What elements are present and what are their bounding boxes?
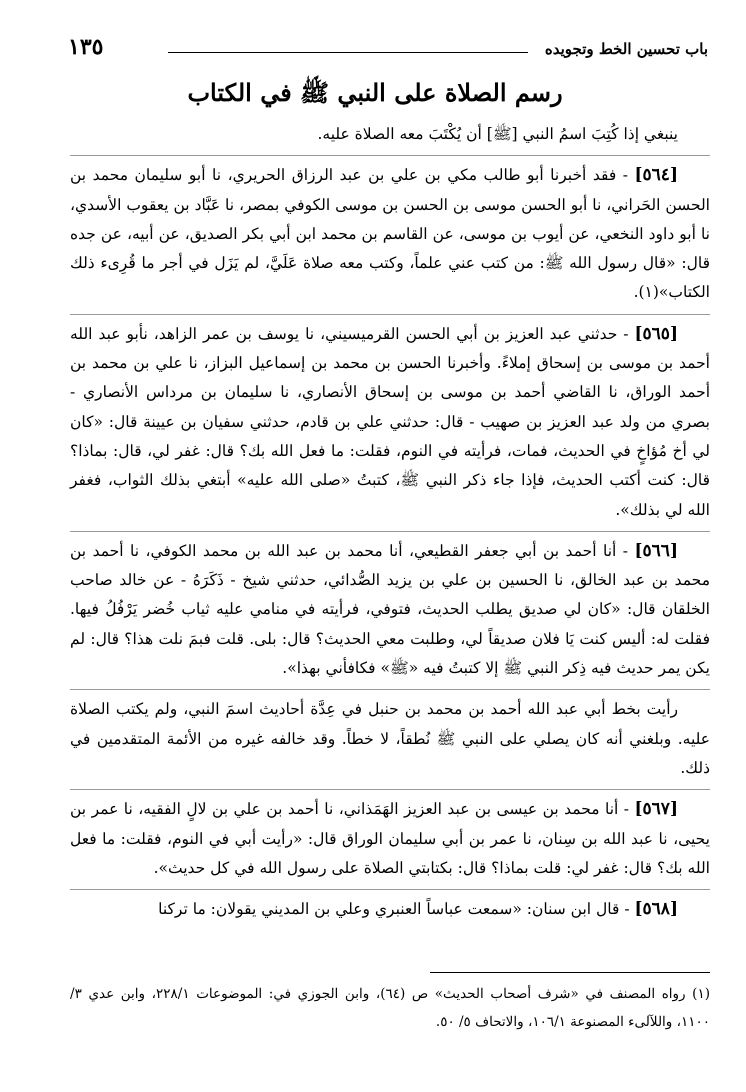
paragraph-number: [٥٦٨] xyxy=(634,899,678,920)
footnotes xyxy=(70,980,710,1036)
section-title: رسم الصلاة على النبي ﷺ في الكتاب xyxy=(187,78,563,107)
paragraph-text: - حدثني عبد العزيز بن أبي الحسن القرميسيني، نا يوسف بن عمر الزاهد، نأبو عبد الله أحمد بن موسى بن إسحاق إملاءً. وأخبرنا الحسن بن محمد بن إسماعيل البزاز، نا علي بن محمد بن أحمد الوراق، نا القاضي أحمد بن موسى بن إسحاق الأنصاري، نا سليمان بن مرداس الأنصاري - بصري من ولد عبد العزيز بن صهيب - قال: حدثني علي بن قادم، حدثني سفيان بن عيينة قال: «كان لي أخ مُؤاخٍ في الحديث، فمات، فرأيته في النوم، فقلت: ما فعل الله بك؟ قال: غفر لي، قال: بماذا؟ قال: كنت أكتب الحديث، فإذا جاء ذكر النبي ﷺ، كتبتُ «صلى الله عليه» أبتغي بذلك الثواب، فغفر الله لي بذلك». xyxy=(70,324,710,519)
page-number: ١٣٥ xyxy=(68,34,104,60)
hadith-564 xyxy=(70,155,710,307)
paragraph-text: - فقد أخبرنا أبو طالب مكي بن علي بن عبد الرزاق الحريري، نا أبو سليمان محمد بن الحسن الحَراني، نا أبو الحسن موسى بن الحسن بن موسى الكوفي بمصر، نا عَبَّاد بن يعقوب الأسدي، نا أبو داود النخعي، عن أيوب بن موسى، عن القاسم بن محمد ابن أبي بكر الصديق، عن أبيه، عن جده قال: «قال رسول الله ﷺ: من كتب عني علماً، وكتب معه صلاة عَلَيَّ، لم يَزَل في أجر ما قُرِىء ذلك الكتاب»(١). xyxy=(70,166,710,302)
running-header xyxy=(68,34,708,64)
running-title: باب تحسين الخط وتجويده xyxy=(544,40,708,58)
paragraph-text: - أنا أحمد بن أبي جعفر القطيعي، أنا محمد بن عبد الله بن محمد الكوفي، نا أحمد بن محمد بن عبد الخالق، نا الحسين بن علي بن يزيد الصُّدائي، حدثني شيخ - ذَكَرَهُ - عن خالد صاحب الخلقان قال: «كان لي صديق يطلب الحديث، فتوفي، فرأيته في منامي عليه ثياب خُضر يَرْفُلُ فيها. فقلت له: أليس كنت يَا فلان صديقاً لي، وطلبت معي الحديث؟ قال: بلى. قلت فبمَ نلت هذا؟ قال: لم يكن يمر حديث فيه ذِكر النبي ﷺ إلا كتبتُ فيه «ﷺ» فكافأني بهذا». xyxy=(70,541,710,678)
footnote-rule xyxy=(430,972,710,973)
paragraph-text: رأيت بخط أبي عبد الله أحمد بن محمد بن حنبل في عِدَّة أحاديث اسمَ النبي، ولم يكتب الصلاة عليه. وبلغني أنه كان يصلي على النبي ﷺ نُطقاً، لا خطاً. وقد خالفه غيره من الأئمة المتقدمين في ذلك. xyxy=(70,700,710,777)
paragraph-number: [٥٦٥] xyxy=(634,323,678,344)
paragraph-text: ينبغي إذا كُتِبَ اسمُ النبي [ﷺ] أن يُكْتَبَ معه الصلاة عليه. xyxy=(317,125,678,143)
hadith-566 xyxy=(70,531,710,683)
hadith-565 xyxy=(70,314,710,525)
paragraph-intro xyxy=(70,120,710,149)
paragraph-number: [٥٦٦] xyxy=(634,540,678,561)
header-rule xyxy=(168,52,528,53)
paragraph-number: [٥٦٤] xyxy=(634,165,678,186)
hadith-567 xyxy=(70,789,710,883)
paragraph-text: - قال ابن سنان: «سمعت عباساً العنبري وعلي بن المديني يقولان: ما تركنا xyxy=(158,900,635,919)
paragraph-number: [٥٦٧] xyxy=(634,799,678,820)
body-text xyxy=(70,120,710,950)
commentary-paragraph xyxy=(70,689,710,783)
footnote-1: (١) رواه المصنف في «شرف أصحاب الحديث» ص (٦٤)، وابن الجوزي في: الموضوعات ٢٢٨/١، وابن عدي ٣/ ١١٠٠، واللآلىء المصنوعة ١٠٦/١، والاتحاف ٥/ ٥٠. xyxy=(70,986,710,1030)
hadith-568 xyxy=(70,889,710,924)
paragraph-text: - أنا محمد بن عيسى بن عبد العزيز الهَمَذاني، نا أحمد بن علي بن لالٍ الفقيه، نا عمر بن يحيى، نا عبد الله بن سِنان، نا عمر بن أبي سليمان الوراق قال: «رأيت أبي في النوم، فقلت: ما فعل الله بك؟ قال: غفر لي: قلت بماذا؟ قال: بكتابتي الصلاة على رسول الله في كل حديث». xyxy=(70,800,710,877)
